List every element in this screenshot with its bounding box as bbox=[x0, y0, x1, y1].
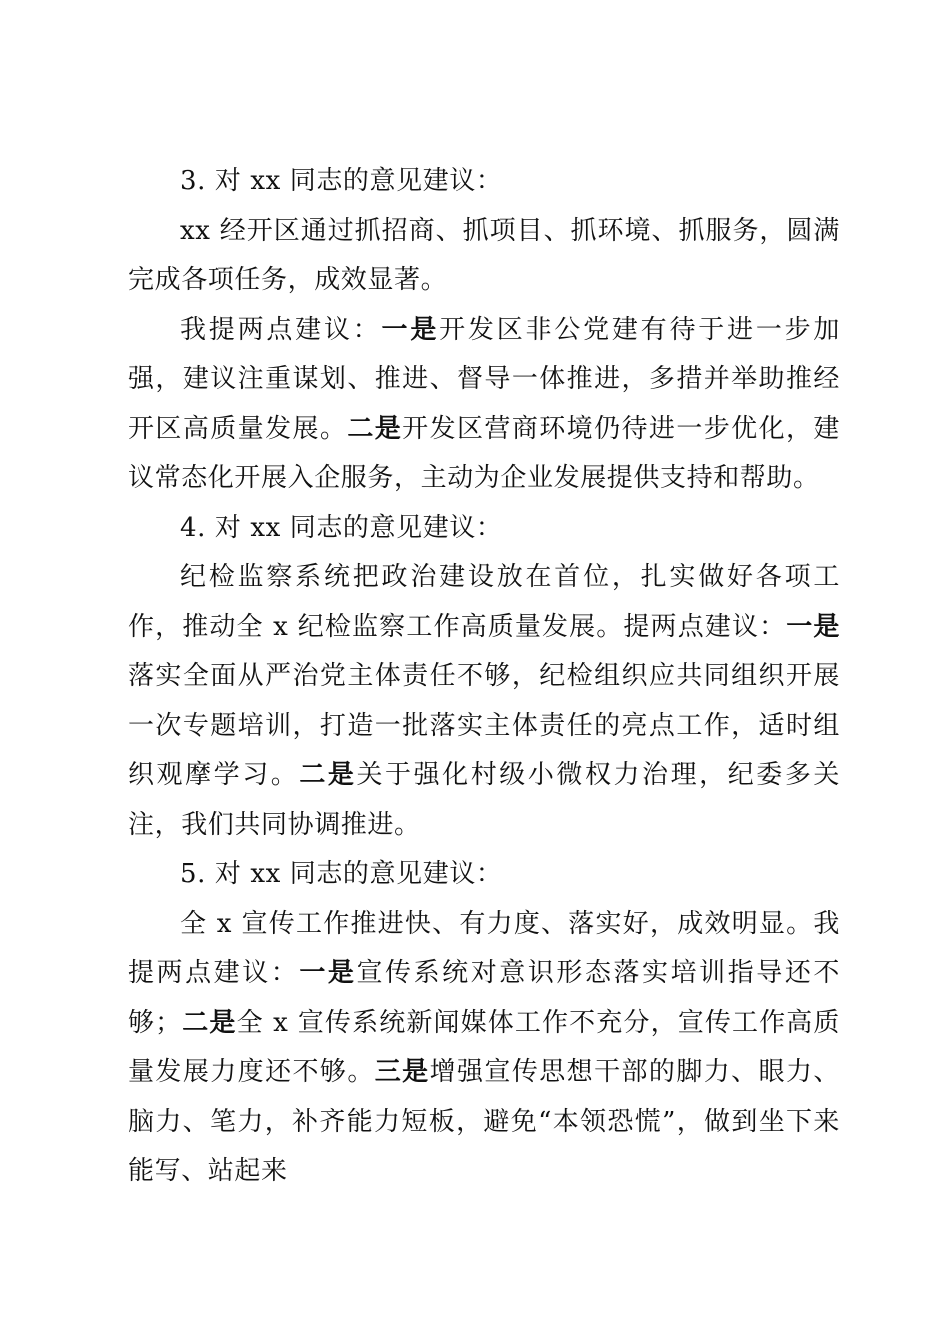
text-run: 关于强化村级小微权力治理，纪委多关注，我们共同协调推进。 bbox=[128, 760, 841, 840]
text-run: 纪检监察系统把政治建设放在首位，扎实做好各项工作，推动全 x 纪检监察工作高质量发展。提两点建议： bbox=[128, 562, 840, 642]
section-heading bbox=[128, 504, 840, 554]
emphasis-label: 三是 bbox=[374, 1057, 430, 1087]
emphasis-label: 一是 bbox=[381, 314, 440, 345]
text-run: 落实全面从严治党主体责任不够，纪检组织应共同组织开展一次专题培训，打造一批落实主体责任的亮点工作，适时组织观摩学习。 bbox=[128, 661, 840, 790]
section-heading bbox=[128, 850, 840, 900]
text-run: 开发区非公党建有待于进一步加强，建议注重谋划、推进、督导一体推进，多措并举助推经开区高质量发展。 bbox=[128, 314, 841, 444]
text-run: 开发区营商环境仍待进一步优化，建议常态化开展入企服务，主动为企业发展提供支持和帮助。 bbox=[128, 413, 840, 493]
text-run: 宣传系统对意识形态落实培训指导还不够； bbox=[128, 958, 841, 1038]
text-run: 3. 对 xx 同志的意见建议： bbox=[180, 166, 503, 196]
body-paragraph bbox=[128, 207, 840, 306]
body-paragraph bbox=[128, 900, 840, 1197]
text-run: 全 x 宣传工作推进快、有力度、落实好，成效明显。我提两点建议： bbox=[128, 908, 840, 988]
text-run: xx 经开区通过抓招商、抓项目、抓环境、抓服务，圆满完成各项任务，成效显著。 bbox=[128, 215, 840, 295]
text-run: 5. 对 xx 同志的意见建议： bbox=[180, 859, 503, 889]
emphasis-label: 二是 bbox=[347, 413, 403, 444]
text-run: 我提两点建议： bbox=[180, 314, 382, 345]
section-heading bbox=[128, 157, 840, 207]
emphasis-label: 一是 bbox=[786, 611, 841, 642]
emphasis-label: 二是 bbox=[299, 760, 357, 790]
emphasis-label: 一是 bbox=[299, 958, 357, 988]
document-body bbox=[128, 157, 840, 1197]
body-paragraph bbox=[128, 306, 840, 504]
text-run: 全 x 宣传系统新闻媒体工作不充分，宣传工作高质量发展力度还不够。 bbox=[128, 1007, 841, 1087]
emphasis-label: 二是 bbox=[181, 1007, 237, 1038]
body-paragraph bbox=[128, 553, 840, 850]
text-run: 增强宣传思想干部的脚力、眼力、脑力、笔力，补齐能力短板，避免“本领恐慌”，做到坐下来能写、站起来 bbox=[128, 1057, 841, 1186]
text-run: 4. 对 xx 同志的意见建议： bbox=[180, 512, 503, 543]
